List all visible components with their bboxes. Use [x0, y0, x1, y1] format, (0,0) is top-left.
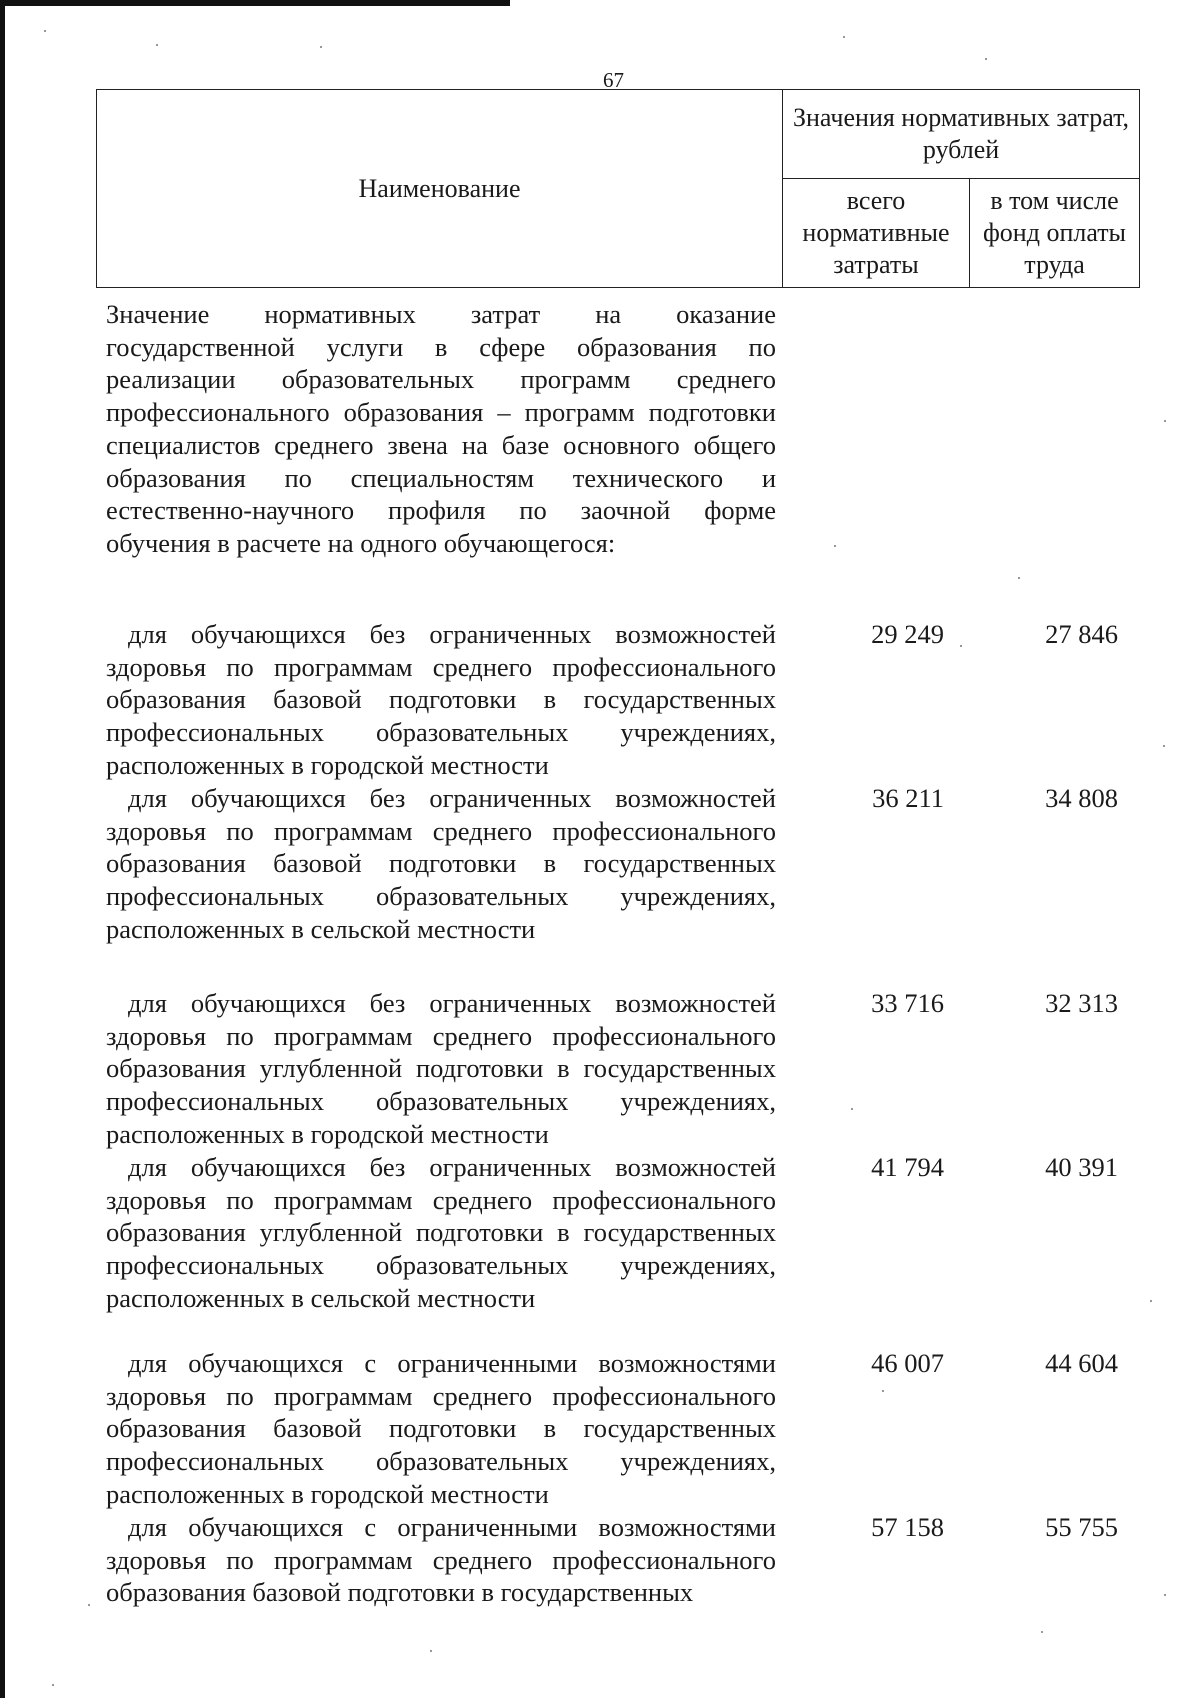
row-payroll-value: 44 604 [1045, 1348, 1118, 1378]
row-payroll-value: 34 808 [1045, 783, 1118, 813]
row-total-value: 36 211 [872, 783, 944, 813]
scan-speck [52, 1684, 54, 1686]
row-payroll-value: 27 846 [1045, 619, 1118, 649]
row-payroll-value: 55 755 [1045, 1512, 1118, 1542]
scan-speck [44, 30, 46, 32]
row-payroll-value: 40 391 [1045, 1152, 1118, 1182]
scan-speck [1041, 1631, 1043, 1633]
scan-speck [1163, 745, 1165, 747]
header-values-title: Значения нормативных затрат, рублей [783, 90, 1140, 179]
scan-speck [843, 36, 845, 38]
table-row [106, 1511, 1141, 1609]
row-total-value: 33 716 [871, 988, 944, 1018]
header-total-column: всего нормативные затраты [783, 179, 970, 288]
row-total-value: 46 007 [871, 1348, 944, 1378]
row-description: для обучающихся без ограниченных возможностей здоровья по программам среднего профессионального образования базовой подготовки в государственных профессиональных образовательных учреждениях, расположенных в сельской местности [106, 783, 776, 944]
row-description: для обучающихся без ограниченных возможностей здоровья по программам среднего профессионального образования базовой подготовки в государственных профессиональных образовательных учреждениях, расположенных в городской местности [106, 619, 776, 780]
scan-speck [985, 58, 987, 60]
table-row [106, 782, 1141, 946]
table-row [106, 1151, 1141, 1315]
intro-paragraph: Значение нормативных затрат на оказание государственной услуги в сфере образования по реализации образовательных программ среднего профессионального образования – программ подготовки специалистов среднего звена на базе основного общего образования по специальностям технического и естественно-научного профиля по заочной форме обучения в расчете на одного обучающегося: [106, 299, 776, 558]
row-description: для обучающихся с ограниченными возможностями здоровья по программам среднего профессионального образования базовой подготовки в государственных [106, 1512, 776, 1608]
page-number: 67 [603, 68, 624, 92]
table-header [96, 89, 1140, 288]
scan-border-top [0, 0, 510, 6]
scan-speck [156, 44, 158, 46]
row-total-value: 57 158 [871, 1512, 944, 1542]
row-total-value: 41 794 [871, 1152, 944, 1182]
scan-speck [1018, 577, 1020, 579]
table-row [106, 618, 1141, 782]
scan-speck [430, 1650, 432, 1652]
scan-speck [1164, 420, 1166, 422]
header-name-column: Наименование [97, 90, 783, 288]
table-row [106, 987, 1141, 1151]
scan-speck [1164, 1594, 1166, 1596]
scan-speck [320, 46, 322, 48]
row-total-value: 29 249 [871, 619, 944, 649]
table-row [106, 1347, 1141, 1511]
scan-speck [88, 1604, 90, 1606]
scan-border-left [0, 0, 5, 1698]
row-description: для обучающихся без ограниченных возможностей здоровья по программам среднего профессионального образования углубленной подготовки в государственных профессиональных образовательных учреждениях, расположенных в сельской местности [106, 1152, 776, 1313]
header-payroll-column: в том числе фонд оплаты труда [970, 179, 1140, 288]
scan-speck [834, 545, 836, 547]
row-description: для обучающихся без ограниченных возможностей здоровья по программам среднего профессионального образования углубленной подготовки в государственных профессиональных образовательных учреждениях, расположенных в городской местности [106, 988, 776, 1149]
row-description: для обучающихся с ограниченными возможностями здоровья по программам среднего профессионального образования базовой подготовки в государственных профессиональных образовательных учреждениях, расположенных в городской местности [106, 1348, 776, 1509]
scan-speck [1150, 1300, 1152, 1302]
row-payroll-value: 32 313 [1045, 988, 1118, 1018]
